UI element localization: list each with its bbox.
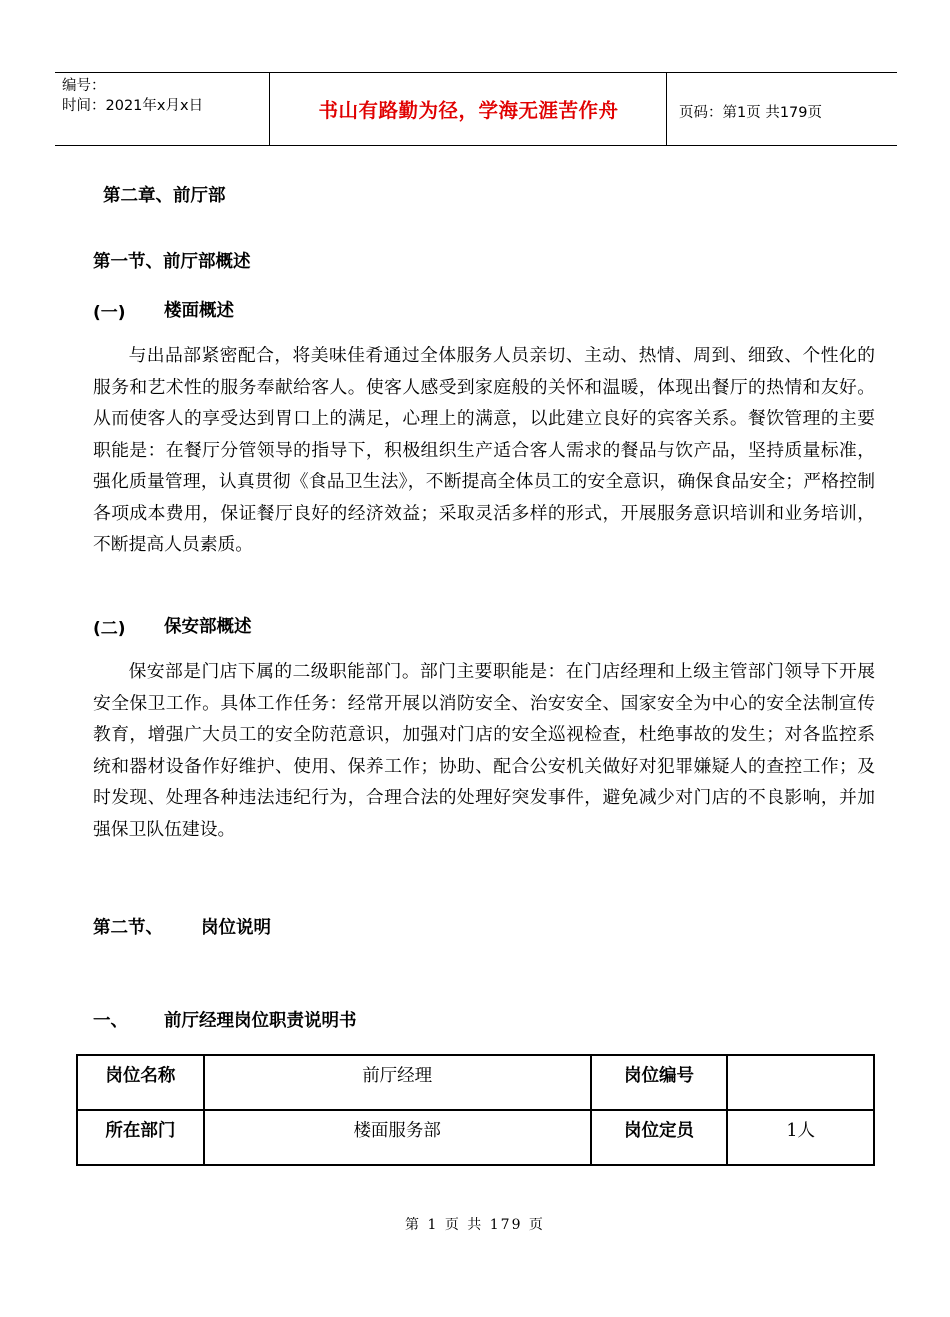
cell-label-department: 所在部门 bbox=[77, 1110, 204, 1165]
table-row bbox=[77, 1055, 874, 1110]
sub2-title: 保安部概述 bbox=[164, 617, 252, 637]
section2-title: 岗位说明 bbox=[201, 918, 271, 938]
cell-value-position-name: 前厅经理 bbox=[204, 1055, 591, 1110]
header-time: 时间：2021年x月x日 bbox=[62, 98, 204, 114]
header-divider-right bbox=[666, 72, 667, 145]
section2-title-number: 第二节、 bbox=[93, 918, 163, 938]
header-bottom-rule bbox=[55, 145, 897, 146]
sub1-number: (一) bbox=[93, 303, 126, 323]
header-meta bbox=[62, 76, 203, 116]
page-footer: 第 1 页 共 179 页 bbox=[405, 1217, 545, 1233]
header-top-rule bbox=[55, 72, 897, 73]
cell-label-position-code: 岗位编号 bbox=[591, 1055, 728, 1110]
sub2-paragraph: 保安部是门店下属的二级职能部门。部门主要职能是：在门店经理和上级主管部门领导下开展安全保卫工作。具体工作任务：经常开展以消防安全、治安安全、国家安全为中心的安全法制宣传教育，增强广大员工的安全防范意识，加强对门店的安全巡视检查，杜绝事故的发生；对各监控系统和器材设备作好维护、使用、保养工作；协助、配合公安机关做好对犯罪嫌疑人的查控工作；及时发现、处理各种违法违纪行为，合理合法的处理好突发事件，避免减少对门店的不良影响，并加强保卫队伍建设。 bbox=[93, 661, 875, 840]
table-row bbox=[77, 1110, 874, 1165]
header-page: 页码：第1页 共179页 bbox=[679, 105, 823, 121]
header-number: 编号： bbox=[62, 78, 106, 94]
item1-title: 前厅经理岗位职责说明书 bbox=[164, 1011, 357, 1031]
cell-label-position-name: 岗位名称 bbox=[77, 1055, 204, 1110]
sub2-number: (二) bbox=[93, 619, 126, 639]
chapter-title: 第二章、前厅部 bbox=[103, 186, 226, 206]
section1-title: 第一节、前厅部概述 bbox=[93, 252, 251, 272]
cell-value-position-code bbox=[727, 1055, 874, 1110]
cell-label-headcount: 岗位定员 bbox=[591, 1110, 728, 1165]
position-info-table bbox=[76, 1054, 875, 1166]
cell-value-headcount: 1人 bbox=[727, 1110, 874, 1165]
header-divider-left bbox=[269, 72, 270, 145]
header-motto: 书山有路勤为径，学海无涯苦作舟 bbox=[318, 99, 619, 122]
sub1-title: 楼面概述 bbox=[164, 301, 234, 321]
cell-value-department: 楼面服务部 bbox=[204, 1110, 591, 1165]
item1-number: 一、 bbox=[93, 1011, 128, 1031]
sub1-paragraph: 与出品部紧密配合，将美味佳肴通过全体服务人员亲切、主动、热情、周到、细致、个性化的服务和艺术性的服务奉献给客人。使客人感受到家庭般的关怀和温暖，体现出餐厅的热情和友好。从而使客人的享受达到胃口上的满足，心理上的满意，以此建立良好的宾客关系。餐饮管理的主要职能是：在餐厅分管领导的指导下，积极组织生产适合客人需求的餐品与饮产品，坚持质量标准，强化质量管理，认真贯彻《食品卫生法》，不断提高全体员工的安全意识，确保食品安全；严格控制各项成本费用，保证餐厅良好的经济效益；采取灵活多样的形式，开展服务意识培训和业务培训，不断提高人员素质。 bbox=[93, 345, 875, 555]
